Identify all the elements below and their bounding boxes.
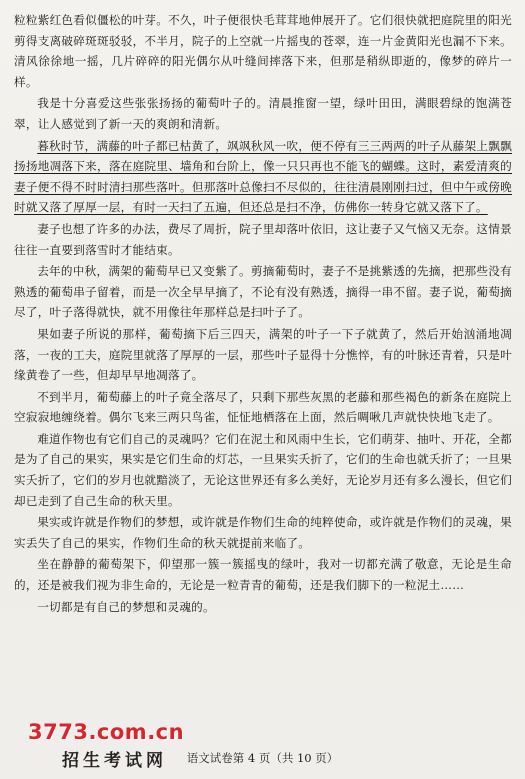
paragraph-4: 妻子也想了许多的办法，费尽了周折，院子里却落叶依旧，这让妻子又气恼又无奈。这情景往往一直要到落雪时才能结束。 (14, 221, 512, 257)
paragraph-9: 果实或许就是作物们的梦想，或许就是作物们生命的纯粹使命，或许就是作物们的灵魂，果实丢失了自己的果实，作物们生命的秋天就提前来临了。 (14, 515, 512, 550)
paragraph-1: 粒粒紫红色看似僵松的叶芽。不久，叶子便很快毛茸茸地伸展开了。它们很快就把庭院里的阳光剪得支离破碎斑斑驳驳，不半月，院子的上空就一片摇曳的苍翠，连一片金黄阳光也漏不下来。清风徐徐地一摇，几片碎碎的阳光偶尔从叶缝间摔落下来，但那是稍纵即逝的，像梦的碎片一样。 (14, 13, 512, 89)
watermark-domain-main: 3773 (28, 720, 89, 744)
page-footer: 语文试卷第 4 页（共 10 页） (186, 751, 339, 765)
paragraph-7: 不到半月，葡萄藤上的叶子竟全落尽了，只剩下那些灰黑的老藤和那些褐色的新条在庭院上空寂寂地缠绕着。偶尔飞来三两只鸟雀，怔怔地栖落在上面，然后啁啾几声就快快地飞走了。 (14, 389, 512, 425)
article-body (14, 10, 512, 618)
paragraph-6: 果如妻子所说的那样，葡萄摘下后三四天，满架的叶子一下子就黄了，然后开始汹涌地凋落，一夜的工夫，庭院里就落了厚厚的一层，那些叶子显得十分憔悴，有的叶脉还青着，只是叶缘黄卷了一些，但却早早地凋落了。 (14, 326, 512, 383)
paragraph-11: 一切都是有自己的梦想和灵魂的。 (37, 599, 215, 614)
paragraph-3-underlined: 暮秋时节，满藤的叶子都已枯黄了，飒飒秋风一吹，便不停有三三两两的叶子从藤架上飘飘扬扬地凋落下来，落在庭院里、墙角和台阶上，像一只只再也不能飞的蝴蝶。这时，素爱清爽的妻子便不得不时时清扫那些落叶。但那落叶总像扫不尽似的，往往清晨刚刚扫过，但中午或傍晚时就又落了厚厚一层，有时一天扫了五遍，但还总是扫不净，仿佛你一转身它就又落下了。 (14, 138, 512, 215)
watermark-domain-suffix: .com.cn (88, 720, 185, 744)
paragraph-8: 难道作物也有它们自己的灵魂吗？它们在泥土和风雨中生长，它们萌芽、抽叶、开花，全都是为了自己的果实，果实是它们生命的灯芯，一旦果实夭折了，它们的生命也就夭折了；一旦果实夭折了，它们的岁月也就黯淡了，无论这世界还有多么美好，无论岁月还有多么漫长，但它们却已走到了自己生命的秋天里。 (14, 431, 512, 508)
site-watermark (22, 720, 232, 776)
watermark-domain (28, 720, 184, 744)
watermark-site-name: 招生考试网 (62, 751, 167, 771)
paragraph-5: 去年的中秋，满架的葡萄早已又变紫了。剪摘葡萄时，妻子不是挑紫透的先摘，把那些没有熟透的葡萄串子留着，而是一次全早早摘了，不论有没有熟透，摘得一串不留。妻子说，葡萄摘尽了，叶子落得就快，就不用像往年那样总是扫叶子了。 (14, 264, 512, 320)
paragraph-2: 我是十分喜爱这些张张扬扬的葡萄叶子的。清晨推窗一望，绿叶田田，满眼碧绿的饱满苍翠，让人感觉到了新一天的爽朗和清新。 (14, 96, 512, 131)
paragraph-10: 坐在静静的葡萄架下，仰望那一簇一簇摇曳的绿叶，我对一切都充满了敬意，无论是生命的，还是被我们视为非生命的，无论是一粒青青的葡萄，还是我们脚下的一粒泥土…… (14, 557, 512, 593)
